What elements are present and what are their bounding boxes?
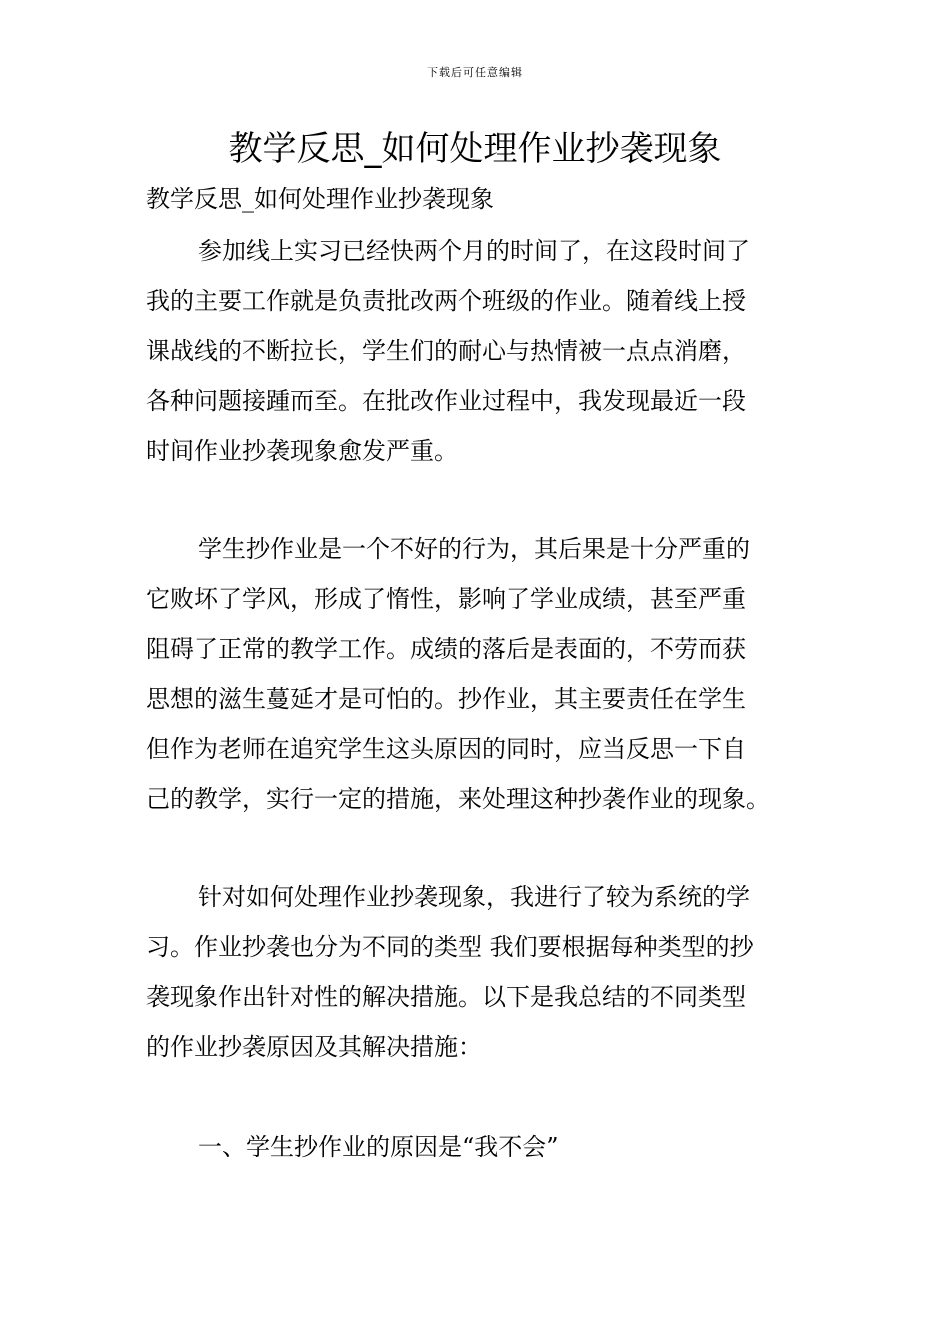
paragraph-line: 的作业抄袭原因及其解决措施： <box>146 1033 482 1061</box>
paragraph-line: 思想的滋生蔓延才是可怕的。抄作业，其主要责任在学生 <box>146 685 746 713</box>
paragraph-line: 习。作业抄袭也分为不同的类型 我们要根据每种类型的抄 <box>146 933 754 961</box>
paragraph-line: 袭现象作出针对性的解决措施。以下是我总结的不同类型 <box>146 983 746 1011</box>
document-subtitle: 教学反思_如何处理作业抄袭现象 <box>146 185 494 213</box>
paragraph-line: 我的主要工作就是负责批改两个班级的作业。随着线上授 <box>146 287 746 315</box>
paragraph-line: 各种问题接踵而至。在批改作业过程中，我发现最近一段 <box>146 387 746 415</box>
paragraph-3 <box>146 872 806 1072</box>
paragraph-1 <box>146 226 806 476</box>
header-note: 下载后可任意编辑 <box>427 66 523 79</box>
paragraph-line: 学生抄作业是一个不好的行为，其后果是十分严重的 <box>198 535 750 563</box>
paragraph-line: 参加线上实习已经快两个月的时间了，在这段时间了 <box>198 237 750 265</box>
section-heading-text: 一、学生抄作业的原因是“我不会” <box>198 1133 559 1161</box>
section-heading <box>146 1122 806 1172</box>
paragraph-line: 课战线的不断拉长，学生们的耐心与热情被一点点消磨， <box>146 337 746 365</box>
paragraph-line: 但作为老师在追究学生这头原因的同时，应当反思一下自 <box>146 735 746 763</box>
paragraph-2 <box>146 524 806 824</box>
paragraph-line: 时间作业抄袭现象愈发严重。 <box>146 437 458 465</box>
paragraph-line: 针对如何处理作业抄袭现象，我进行了较为系统的学 <box>198 883 750 911</box>
paragraph-line: 己的教学，实行一定的措施，来处理这种抄袭作业的现象。 <box>146 785 770 813</box>
paragraph-line: 它败坏了学风，形成了惰性，影响了学业成绩，甚至严重 <box>146 585 746 613</box>
paragraph-line: 阻碍了正常的教学工作。成绩的落后是表面的，不劳而获 <box>146 635 746 663</box>
document-title: 教学反思_如何处理作业抄袭现象 <box>228 129 722 169</box>
